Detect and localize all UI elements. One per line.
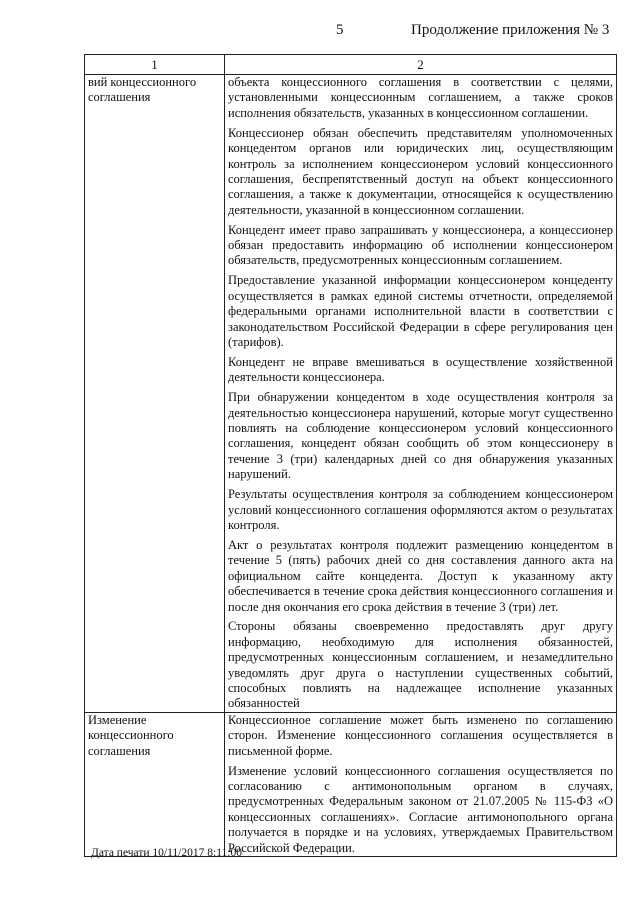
paragraph: Концессионер обязан обеспечить представителям уполномоченных концедентом органов или юридических лиц, осуществляющим контроль за исполнением концессионером условий концессионного соглашения, беспрепятственный доступ на объект концессионного соглашения, а также к документации, относящейся к осуществлению деятельности, указанной в концессионном соглашении. <box>228 125 613 217</box>
row-content-control-terms <box>225 75 617 713</box>
paragraph: Результаты осуществления контроля за соблюдением концессионером условий концессионного соглашения оформляются актом о результатах контроля. <box>228 487 613 532</box>
paragraph: Предоставление указанной информации концессионером концеденту осуществляется в рамках единой системы отчетности, определяемой федеральными органами исполнительной власти в соответствии с законодательством Российской Федерации в сфере регулирования цен (тарифов). <box>228 273 613 349</box>
paragraph: При обнаружении концедентом в ходе осуществления контроля за деятельностью концессионера нарушений, которые могут существенно повлиять на соблюдение концессионером условий концессионного соглашения, концедент обязан сообщить об этом концессионеру в течение 3 (три) календарных дней со дня обнаружения указанных нарушений. <box>228 390 613 482</box>
page-number: 5 <box>336 22 344 38</box>
table-row <box>85 75 617 713</box>
concession-table <box>84 54 617 857</box>
column-header-2: 2 <box>225 55 617 75</box>
paragraph: Стороны обязаны своевременно предоставлять друг другу информацию, необходимую для исполнения обязанностей, предусмотренных концессионным соглашением, и незамедлительно уведомлять друг друга о наступлении существенных событий, способных повлиять на надлежащее исполнение указанных обязанностей <box>228 619 613 711</box>
paragraph: Концедент имеет право запрашивать у концессионера, а концессионер обязан предоставить информацию об исполнении концессионером обязательств, предусмотренных концессионным соглашением. <box>228 222 613 268</box>
paragraph: Акт о результатах контроля подлежит размещению концедентом в течение 5 (пять) рабочих дней со дня составления данного акта на официальном сайте концедента. Доступ к указанному акту обеспечивается в течение срока действия концессионного соглашения и после дня окончания его срока действия в течение 3 (три) лет. <box>228 537 613 614</box>
column-header-row <box>85 55 617 75</box>
paragraph: Концессионное соглашение может быть изменено по соглашению сторон. Изменение концессионного соглашения осуществляется в письменной форме. <box>228 712 613 758</box>
paragraph: Изменение условий концессионного соглашения осуществляется по согласованию с антимонопольным органом в случаях, предусмотренных Федеральным законом от 21.07.2005 № 115-ФЗ «О концессионных соглашениях». Согласие антимонопольного органа получается в порядке и на условиях, утверждаемых Правительством Российской Федерации. <box>228 763 613 855</box>
row-content-agreement-change <box>225 712 617 856</box>
table-row <box>85 712 617 856</box>
row-label-control-terms: вий концессионного соглашения <box>85 75 225 713</box>
print-date: Дата печати 10/11/2017 8:11:00 <box>91 847 242 859</box>
paragraph: объекта концессионного соглашения в соответствии с целями, установленными концессионным соглашением, а также сроков исполнения обязательств, указанных в концессионном соглашении. <box>228 75 613 120</box>
column-header-1: 1 <box>85 55 225 75</box>
paragraph: Концедент не вправе вмешиваться в осуществление хозяйственной деятельности концессионера. <box>228 354 613 385</box>
row-label-agreement-change: Изменение концессионного соглашения <box>85 712 225 856</box>
appendix-continuation-title: Продолжение приложения № 3 <box>411 22 610 38</box>
